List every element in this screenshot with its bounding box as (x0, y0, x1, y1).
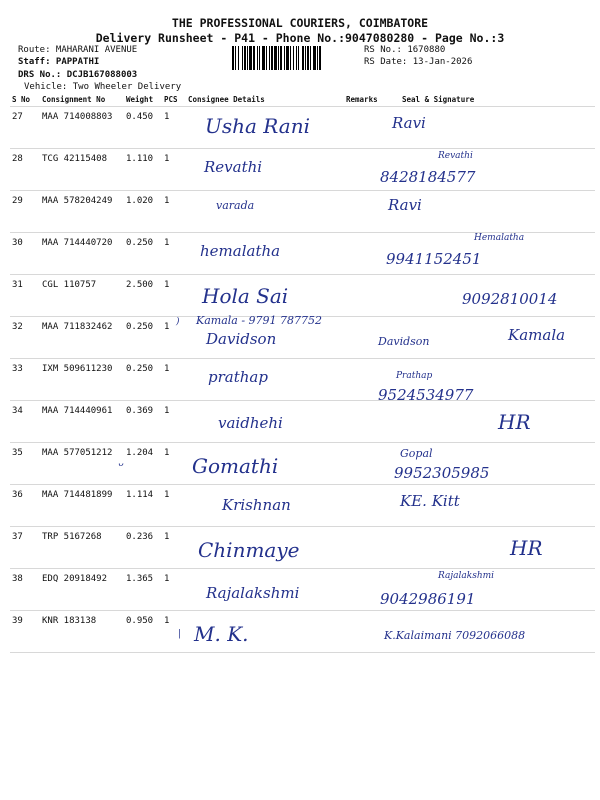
r38-sign-name-handwriting: Rajalakshmi (438, 571, 495, 581)
weight-cell: 2.500 (124, 275, 162, 317)
remarks-cell (344, 401, 402, 443)
r28-name-handwriting: Revathi (204, 158, 263, 176)
col-sno-header: S No (12, 94, 31, 104)
consignment-cell: MAA 577051212 (40, 443, 124, 485)
pcs-cell: 1 (162, 107, 186, 149)
table-row (10, 191, 595, 233)
r36-sign-handwriting: KE. Kitt (400, 492, 460, 510)
table-row (10, 527, 595, 569)
pcs-cell: 1 (162, 233, 186, 275)
seal-cell (402, 317, 595, 359)
r32-sign-handwriting: Davidson (378, 335, 430, 348)
r38-name-handwriting: Rajalakshmi (206, 584, 300, 602)
consignment-cell: MAA 578204249 (40, 191, 124, 233)
barcode-bar (284, 46, 285, 70)
r36-name-handwriting: Krishnan (222, 496, 291, 514)
consignment-cell: MAA 711832462 (40, 317, 124, 359)
barcode-bar (257, 46, 258, 70)
table-row (10, 569, 595, 611)
pcs-cell: 1 (162, 527, 186, 569)
weight-cell: 0.369 (124, 401, 162, 443)
consignment-cell: EDQ 20918492 (40, 569, 124, 611)
barcode-bar (244, 46, 246, 70)
pcs-cell: 1 (162, 401, 186, 443)
r33-name-handwriting: prathap (208, 368, 268, 386)
barcode-image (232, 46, 358, 70)
r27-sign-handwriting: Ravi (392, 114, 426, 132)
r29-name-handwriting: varada (216, 199, 255, 212)
barcode-bar (238, 46, 239, 70)
weight-cell: 1.110 (124, 149, 162, 191)
barcode-bar (262, 46, 265, 70)
barcode-bar (232, 46, 234, 70)
barcode-bar (259, 46, 260, 70)
sno-cell: 33 (10, 359, 40, 401)
weight-cell: 1.204 (124, 443, 162, 485)
barcode-bar (280, 46, 282, 70)
sno-cell: 39 (10, 611, 40, 653)
consignment-cell: MAA 714008803 (40, 107, 124, 149)
pcs-cell: 1 (162, 359, 186, 401)
r34-name-handwriting: vaidhehi (218, 414, 283, 432)
barcode-bar (242, 46, 243, 70)
barcode-bar (307, 46, 309, 70)
weight-cell: 1.114 (124, 485, 162, 527)
barcode-bar (305, 46, 306, 70)
drs-label: DRS No.: DCJB167088003 (18, 70, 138, 80)
weight-cell: 0.250 (124, 317, 162, 359)
barcode-bar (296, 46, 297, 70)
weight-cell: 0.236 (124, 527, 162, 569)
sno-cell: 36 (10, 485, 40, 527)
table-row (10, 443, 595, 485)
r35-phone-handwriting: 9952305985 (394, 464, 490, 482)
r37-sign-handwriting: HR (510, 536, 543, 560)
sno-cell: 29 (10, 191, 40, 233)
sno-cell: 31 (10, 275, 40, 317)
pcs-cell: 1 (162, 569, 186, 611)
rs-no-label: RS No.: 1670880 (364, 45, 446, 55)
weight-cell: 0.250 (124, 359, 162, 401)
barcode-bar (290, 46, 291, 70)
consignment-cell: TCG 42115408 (40, 149, 124, 191)
barcode-bar (313, 46, 316, 70)
vehicle-label: Vehicle: Two Wheeler Delivery (24, 82, 182, 92)
runsheet-subtitle: Delivery Runsheet - P41 - Phone No.:9047080280 - Page No.:3 (95, 31, 505, 45)
consignment-cell: MAA 714440961 (40, 401, 124, 443)
weight-cell: 1.365 (124, 569, 162, 611)
col-pcs-header: PCS (164, 94, 178, 104)
pcs-cell: 1 (162, 317, 186, 359)
barcode-bar (249, 46, 252, 70)
runsheet-table (10, 93, 595, 653)
barcode-bar (286, 46, 289, 70)
barcode-bar (274, 46, 277, 70)
route-label: Route: MAHARANI AVENUE (18, 45, 138, 55)
table-row (10, 359, 595, 401)
stray-ink-mark: ) (176, 317, 180, 327)
r39-name-handwriting: M. K. (194, 622, 249, 646)
r39-sign-handwriting: K.Kalaimani 7092066088 (384, 629, 526, 642)
sno-cell: 35 (10, 443, 40, 485)
seal-cell (402, 527, 595, 569)
r27-name-handwriting: Usha Rani (205, 114, 310, 138)
staff-label: Staff: PAPPATHI (18, 57, 100, 67)
barcode-bar (298, 46, 299, 70)
barcode-bar (293, 46, 294, 70)
stray-ink-mark: ᴗ (118, 459, 124, 469)
r30-name-handwriting: hemalatha (200, 242, 281, 260)
r38-phone-handwriting: 9042986191 (380, 590, 476, 608)
barcode-bar (253, 46, 255, 70)
table-row (10, 149, 595, 191)
pcs-cell: 1 (162, 191, 186, 233)
sno-cell: 30 (10, 233, 40, 275)
col-weight-header: Weight (126, 94, 154, 104)
table-header-row (10, 93, 595, 107)
barcode-bar (271, 46, 273, 70)
r37-name-handwriting: Chinmaye (198, 538, 300, 562)
r31-name-handwriting: Hola Sai (202, 284, 289, 308)
barcode-bar (302, 46, 304, 70)
barcode-bar (310, 46, 311, 70)
weight-cell: 0.450 (124, 107, 162, 149)
r32-line-handwriting: Kamala - 9791 787752 (196, 314, 323, 327)
r35-sign-name-handwriting: Gopal (400, 447, 433, 460)
sno-cell: 37 (10, 527, 40, 569)
r31-sign-handwriting: 9092810014 (462, 290, 558, 308)
r29-sign-handwriting: Ravi (388, 196, 422, 214)
r33-phone-handwriting: 9524534977 (378, 386, 474, 404)
col-consignment-header: Consignment No (42, 94, 106, 104)
consignment-cell: IXM 509611230 (40, 359, 124, 401)
consignment-cell: MAA 714481899 (40, 485, 124, 527)
r28-phone-handwriting: 8428184577 (380, 168, 476, 186)
r32-kamala-handwriting: Kamala (508, 326, 566, 344)
seal-cell (402, 191, 595, 233)
r33-sign-name-handwriting: Prathap (396, 371, 433, 381)
barcode-bar (317, 46, 318, 70)
sno-cell: 38 (10, 569, 40, 611)
consignment-cell: MAA 714440720 (40, 233, 124, 275)
seal-cell (402, 107, 595, 149)
barcode-bar (235, 46, 236, 70)
barcode-bar (319, 46, 321, 70)
consignment-cell: KNR 183138 (40, 611, 124, 653)
r35-name-handwriting: Gomathi (192, 454, 279, 478)
pcs-cell: 1 (162, 443, 186, 485)
col-seal-header: Seal & Signature (402, 94, 475, 104)
r32-name-handwriting: Davidson (206, 330, 277, 348)
weight-cell: 0.250 (124, 233, 162, 275)
remarks-cell (344, 527, 402, 569)
barcode-bar (266, 46, 267, 70)
table-row (10, 485, 595, 527)
pcs-cell: 1 (162, 275, 186, 317)
rs-date-label: RS Date: 13-Jan-2026 (364, 57, 473, 67)
r28-sign-name-handwriting: Revathi (438, 151, 473, 161)
barcode-bar (278, 46, 279, 70)
remarks-cell (344, 275, 402, 317)
consignee-cell (186, 191, 344, 233)
pcs-cell: 1 (162, 611, 186, 653)
r34-sign-handwriting: HR (498, 410, 531, 434)
weight-cell: 1.020 (124, 191, 162, 233)
consignment-cell: CGL 110757 (40, 275, 124, 317)
r30-sign-name-handwriting: Hemalatha (474, 233, 525, 243)
barcode-bar (269, 46, 270, 70)
remarks-cell (344, 485, 402, 527)
stray-ink-mark: | (178, 629, 182, 639)
company-title: THE PROFESSIONAL COURIERS, COIMBATORE (171, 16, 429, 30)
sno-cell: 34 (10, 401, 40, 443)
col-remarks-header: Remarks (346, 94, 378, 104)
col-consignee-header: Consignee Details (188, 94, 265, 104)
sno-cell: 27 (10, 107, 40, 149)
sno-cell: 28 (10, 149, 40, 191)
weight-cell: 0.950 (124, 611, 162, 653)
pcs-cell: 1 (162, 485, 186, 527)
consignment-cell: TRP 5167268 (40, 527, 124, 569)
pcs-cell: 1 (162, 149, 186, 191)
sno-cell: 32 (10, 317, 40, 359)
r30-phone-handwriting: 9941152451 (386, 250, 482, 268)
barcode-bar (247, 46, 248, 70)
